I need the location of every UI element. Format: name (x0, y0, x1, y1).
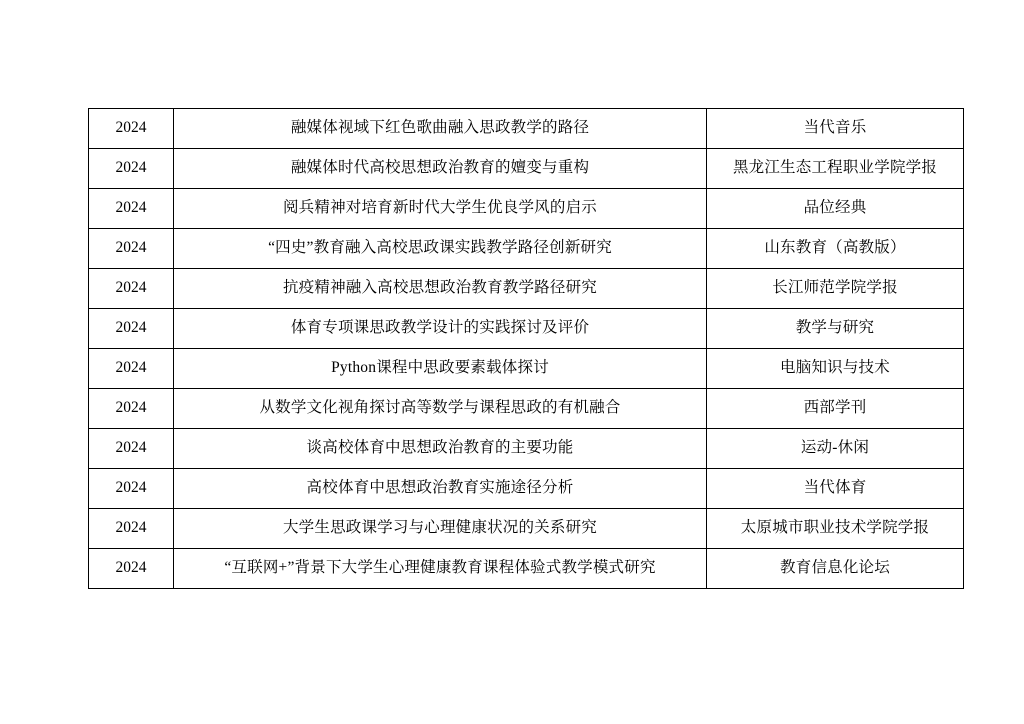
cell-title: 大学生思政课学习与心理健康状况的关系研究 (174, 509, 707, 549)
cell-year: 2024 (89, 469, 174, 509)
table-row (89, 389, 964, 429)
table-row (89, 429, 964, 469)
cell-title: 谈高校体育中思想政治教育的主要功能 (174, 429, 707, 469)
table-row (89, 189, 964, 229)
cell-year: 2024 (89, 549, 174, 589)
publication-table (88, 108, 964, 589)
cell-year: 2024 (89, 389, 174, 429)
cell-year: 2024 (89, 229, 174, 269)
cell-year: 2024 (89, 509, 174, 549)
cell-year: 2024 (89, 309, 174, 349)
table-row (89, 309, 964, 349)
cell-journal: 电脑知识与技术 (707, 349, 964, 389)
table-row (89, 269, 964, 309)
cell-journal: 品位经典 (707, 189, 964, 229)
table-row (89, 469, 964, 509)
cell-title: 融媒体视域下红色歌曲融入思政教学的路径 (174, 109, 707, 149)
cell-year: 2024 (89, 349, 174, 389)
cell-year: 2024 (89, 109, 174, 149)
cell-journal: 黑龙江生态工程职业学院学报 (707, 149, 964, 189)
table-row (89, 549, 964, 589)
table-row (89, 109, 964, 149)
table-row (89, 349, 964, 389)
cell-title: “四史”教育融入高校思政课实践教学路径创新研究 (174, 229, 707, 269)
cell-journal: 教学与研究 (707, 309, 964, 349)
table-body (89, 109, 964, 589)
cell-title: 体育专项课思政教学设计的实践探讨及评价 (174, 309, 707, 349)
cell-journal: 运动-休闲 (707, 429, 964, 469)
table-row (89, 229, 964, 269)
cell-title: “互联网+”背景下大学生心理健康教育课程体验式教学模式研究 (174, 549, 707, 589)
cell-title: 融媒体时代高校思想政治教育的嬗变与重构 (174, 149, 707, 189)
cell-year: 2024 (89, 269, 174, 309)
cell-journal: 教育信息化论坛 (707, 549, 964, 589)
cell-year: 2024 (89, 189, 174, 229)
cell-year: 2024 (89, 429, 174, 469)
cell-title: 抗疫精神融入高校思想政治教育教学路径研究 (174, 269, 707, 309)
cell-title: 从数学文化视角探讨高等数学与课程思政的有机融合 (174, 389, 707, 429)
cell-title: 阅兵精神对培育新时代大学生优良学风的启示 (174, 189, 707, 229)
cell-journal: 当代体育 (707, 469, 964, 509)
cell-title: Python课程中思政要素载体探讨 (174, 349, 707, 389)
table-row (89, 149, 964, 189)
cell-journal: 当代音乐 (707, 109, 964, 149)
cell-journal: 长江师范学院学报 (707, 269, 964, 309)
cell-journal: 山东教育（高教版） (707, 229, 964, 269)
cell-journal: 太原城市职业技术学院学报 (707, 509, 964, 549)
cell-journal: 西部学刊 (707, 389, 964, 429)
cell-title: 高校体育中思想政治教育实施途径分析 (174, 469, 707, 509)
table-row (89, 509, 964, 549)
publication-table-container (88, 108, 936, 589)
cell-year: 2024 (89, 149, 174, 189)
